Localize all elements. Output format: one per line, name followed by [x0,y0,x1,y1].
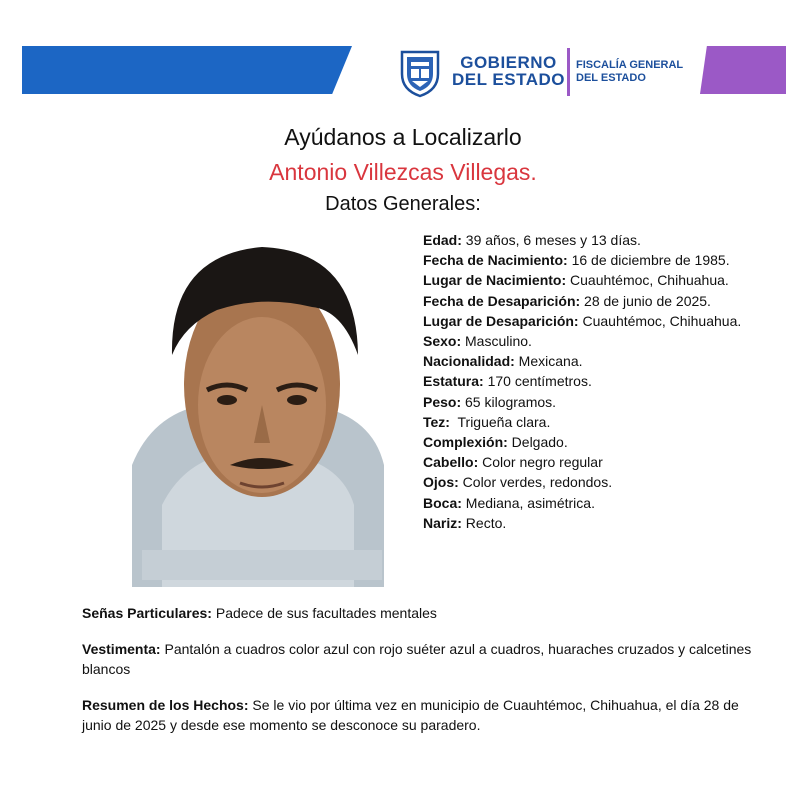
gobierno-line-1: GOBIERNO [460,53,557,72]
info-value: Padece de sus facultades mentales [211,605,437,621]
fiscalia-line-1: FISCALÍA GENERAL [576,59,684,71]
detail-row [423,371,753,391]
detail-row [423,250,753,270]
page-title: Ayúdanos a Localizarlo [284,124,522,150]
detail-row [423,392,753,412]
gobierno-line-2: DEL ESTADO [452,70,565,89]
info-paragraph [82,639,762,679]
detail-value: Cuauhtémoc, Chihuahua. [566,272,729,289]
person-photo [122,215,390,587]
detail-row [423,331,753,351]
detail-value: Color verdes, redondos. [458,474,613,491]
detail-value: Cuauhtémoc, Chihuahua. [578,312,742,329]
detail-row [423,513,753,533]
info-paragraph [82,695,762,735]
detail-label: Peso: [423,393,462,410]
logo-divider [567,48,570,96]
detail-label: Cabello: [423,454,479,471]
detail-row [423,412,753,432]
detail-value: Recto. [461,514,507,531]
detail-row [423,472,753,492]
detail-row [423,452,753,472]
detail-value: 39 años, 6 meses y 13 días. [461,232,641,248]
additional-info [82,603,762,751]
detail-value: Mexicana. [514,353,583,370]
detail-label: Boca: [423,494,462,511]
detail-label: Sexo: [423,333,462,350]
general-data-list [423,230,753,533]
detail-label: Nacionalidad: [423,353,515,370]
detail-value: 170 centímetros. [483,373,592,390]
detail-value: Mediana, asimétrica. [461,494,595,511]
header-blue-bar [22,46,352,94]
detail-row [423,351,753,371]
detail-value: 28 de junio de 2025. [580,292,711,309]
detail-row [423,230,753,250]
info-value: Se le vio por última vez en municipio de Cuauhtémoc, Chihuahua, el día 28 de junio de 2025 y desde ese momento se desconoce su paradero. [82,697,739,733]
detail-row [423,291,753,311]
info-label: Resumen de los Hechos: [82,697,249,713]
detail-row [423,311,753,331]
detail-label: Estatura: [423,373,484,390]
info-label: Vestimenta: [82,641,161,657]
detail-label: Ojos: [423,474,459,491]
info-value: Pantalón a cuadros color azul con rojo suéter azul a cuadros, huaraches cruzados y calcetines blancos [82,641,752,677]
missing-person-name: Antonio Villezcas Villegas. [269,159,537,185]
info-label: Señas Particulares: [82,605,212,621]
detail-row [423,270,753,290]
detail-label: Complexión: [423,434,508,451]
detail-label: Fecha de Nacimiento: [423,252,568,269]
section-subtitle: Datos Generales: [325,193,481,215]
detail-row [423,493,753,513]
detail-label: Lugar de Nacimiento: [423,272,567,289]
fiscalia-line-2: DEL ESTADO [576,72,646,84]
detail-label: Edad: [423,232,462,248]
detail-label: Tez: [423,413,450,430]
state-shield-icon [398,46,442,98]
detail-label: Fecha de Desaparición: [423,292,581,309]
detail-label: Lugar de Desaparición: [423,312,579,329]
detail-value: Masculino. [461,333,532,350]
fiscalia-logo-text [576,59,683,85]
detail-value: Trigueña clara. [449,413,551,430]
detail-value: 65 kilogramos. [461,393,557,410]
info-paragraph [82,603,762,623]
detail-label: Nariz: [423,514,462,531]
header-purple-bar [700,46,786,94]
detail-value: Delgado. [507,434,568,451]
detail-value: 16 de diciembre de 1985. [567,252,730,269]
gobierno-logo-text [452,54,565,88]
detail-row [423,432,753,452]
detail-value: Color negro regular [478,454,603,471]
